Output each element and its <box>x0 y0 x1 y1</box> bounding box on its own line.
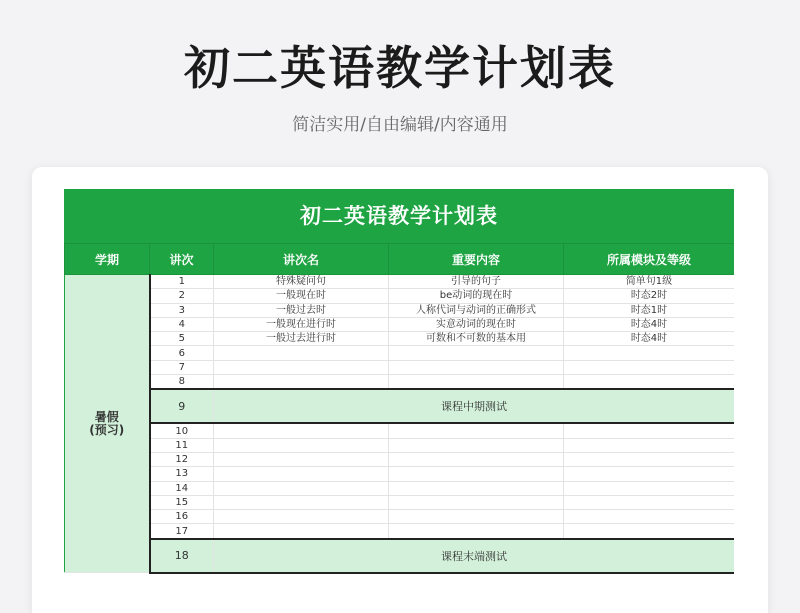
key-content-cell[interactable] <box>389 346 564 360</box>
test-row <box>65 539 735 573</box>
module-level-cell[interactable] <box>564 495 735 509</box>
header-lesson-no[interactable]: 讲次 <box>150 244 214 275</box>
lesson-number-cell[interactable]: 12 <box>150 452 214 466</box>
header-row <box>65 244 735 275</box>
module-level-cell[interactable] <box>564 423 735 438</box>
table-row <box>65 275 735 289</box>
table-row <box>65 438 735 452</box>
key-content-cell[interactable]: 人称代词与动词的正确形式 <box>389 303 564 317</box>
module-level-cell[interactable] <box>564 467 735 481</box>
header-module-level[interactable]: 所属模块及等级 <box>564 244 735 275</box>
lesson-name-cell[interactable]: 一般现在进行时 <box>214 317 389 331</box>
key-content-cell[interactable] <box>389 467 564 481</box>
module-level-cell[interactable] <box>564 360 735 374</box>
lesson-name-cell[interactable] <box>214 481 389 495</box>
lesson-number-cell[interactable]: 16 <box>150 510 214 524</box>
lesson-number-cell[interactable]: 8 <box>150 375 214 390</box>
table-row <box>65 346 735 360</box>
lesson-number-cell[interactable]: 17 <box>150 524 214 539</box>
page-title: 初二英语教学计划表 <box>184 41 616 95</box>
lesson-number-cell[interactable]: 14 <box>150 481 214 495</box>
lesson-number-cell[interactable]: 1 <box>150 275 214 289</box>
header-lesson-name[interactable]: 讲次名 <box>214 244 389 275</box>
lesson-name-cell[interactable]: 一般现在时 <box>214 289 389 303</box>
module-level-cell[interactable]: 时态4时 <box>564 332 735 346</box>
key-content-cell[interactable] <box>389 495 564 509</box>
term-cell[interactable] <box>65 275 150 573</box>
key-content-cell[interactable]: 引导的句子 <box>389 275 564 289</box>
lesson-name-cell[interactable] <box>214 346 389 360</box>
table-row <box>65 375 735 390</box>
key-content-cell[interactable] <box>389 524 564 539</box>
spreadsheet <box>64 189 734 613</box>
header-term[interactable]: 学期 <box>65 244 150 275</box>
test-label-cell[interactable]: 课程中期测试 <box>214 389 735 423</box>
key-content-cell[interactable] <box>389 452 564 466</box>
lesson-number-cell[interactable]: 5 <box>150 332 214 346</box>
page-subtitle: 简洁实用/自由编辑/内容通用 <box>292 115 508 135</box>
table-row <box>65 452 735 466</box>
lesson-number-cell[interactable]: 4 <box>150 317 214 331</box>
lesson-name-cell[interactable] <box>214 360 389 374</box>
test-row <box>65 389 735 423</box>
lesson-name-cell[interactable] <box>214 375 389 390</box>
lesson-number-cell[interactable]: 15 <box>150 495 214 509</box>
lesson-name-cell[interactable]: 特殊疑问句 <box>214 275 389 289</box>
spreadsheet-card <box>32 167 768 613</box>
module-level-cell[interactable] <box>564 452 735 466</box>
key-content-cell[interactable] <box>389 438 564 452</box>
table-row <box>65 360 735 374</box>
test-number-cell[interactable]: 9 <box>150 389 214 423</box>
lesson-name-cell[interactable] <box>214 423 389 438</box>
lesson-number-cell[interactable]: 11 <box>150 438 214 452</box>
lesson-name-cell[interactable] <box>214 438 389 452</box>
lesson-name-cell[interactable] <box>214 452 389 466</box>
lesson-name-cell[interactable]: 一般过去时 <box>214 303 389 317</box>
module-level-cell[interactable] <box>564 438 735 452</box>
table-row <box>65 332 735 346</box>
module-level-cell[interactable] <box>564 510 735 524</box>
lesson-number-cell[interactable]: 13 <box>150 467 214 481</box>
table-row <box>65 289 735 303</box>
key-content-cell[interactable] <box>389 481 564 495</box>
module-level-cell[interactable] <box>564 481 735 495</box>
key-content-cell[interactable]: 可数和不可数的基本用 <box>389 332 564 346</box>
table-row <box>65 524 735 539</box>
module-level-cell[interactable]: 简单句1级 <box>564 275 735 289</box>
table-row <box>65 317 735 331</box>
key-content-cell[interactable] <box>389 375 564 390</box>
test-number-cell[interactable]: 18 <box>150 539 214 573</box>
module-level-cell[interactable] <box>564 524 735 539</box>
lesson-name-cell[interactable] <box>214 510 389 524</box>
table-row <box>65 481 735 495</box>
lesson-name-cell[interactable] <box>214 524 389 539</box>
sheet-title[interactable]: 初二英语教学计划表 <box>64 189 734 243</box>
lesson-number-cell[interactable]: 3 <box>150 303 214 317</box>
lesson-name-cell[interactable] <box>214 495 389 509</box>
lesson-name-cell[interactable]: 一般过去进行时 <box>214 332 389 346</box>
key-content-cell[interactable]: be动词的现在时 <box>389 289 564 303</box>
lesson-number-cell[interactable]: 7 <box>150 360 214 374</box>
term-label: 暑假 <box>94 409 119 424</box>
header-key-content[interactable]: 重要内容 <box>389 244 564 275</box>
lesson-number-cell[interactable]: 10 <box>150 423 214 438</box>
module-level-cell[interactable]: 时态2时 <box>564 289 735 303</box>
table-row <box>65 423 735 438</box>
key-content-cell[interactable]: 实意动词的现在时 <box>389 317 564 331</box>
key-content-cell[interactable] <box>389 510 564 524</box>
lesson-number-cell[interactable]: 2 <box>150 289 214 303</box>
module-level-cell[interactable] <box>564 346 735 360</box>
table-row <box>65 495 735 509</box>
key-content-cell[interactable] <box>389 423 564 438</box>
lesson-number-cell[interactable]: 6 <box>150 346 214 360</box>
table-row <box>65 303 735 317</box>
module-level-cell[interactable] <box>564 375 735 390</box>
lesson-name-cell[interactable] <box>214 467 389 481</box>
key-content-cell[interactable] <box>389 360 564 374</box>
module-level-cell[interactable]: 时态4时 <box>564 317 735 331</box>
table-row <box>65 467 735 481</box>
table-row <box>65 510 735 524</box>
term-sublabel: (预习) <box>89 422 125 437</box>
plan-table <box>64 243 734 574</box>
module-level-cell[interactable]: 时态1时 <box>564 303 735 317</box>
test-label-cell[interactable]: 课程末端测试 <box>214 539 735 573</box>
